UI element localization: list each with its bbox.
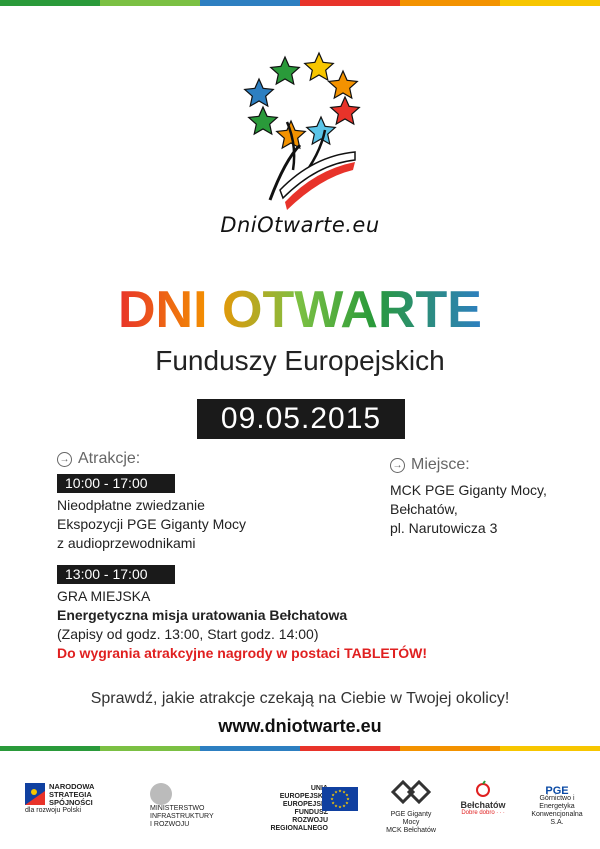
place-heading-label: Miejsce:	[411, 456, 470, 473]
eu-star	[332, 793, 335, 796]
ministry-logo	[150, 783, 214, 829]
ministry-line: I ROZWOJU	[150, 821, 190, 828]
eu-star	[343, 804, 346, 807]
eu-fund-label	[268, 785, 328, 833]
nss-line: STRATEGIA SPÓJNOŚCI	[49, 790, 93, 807]
pge-line: Górnictwo i Energetyka	[539, 795, 575, 810]
pge-giganty-mocy-logo	[383, 780, 439, 835]
nss-logo	[25, 783, 113, 815]
attraction-2-title: Energetyczna misja uratowania Bełchatowa	[57, 607, 348, 623]
eu-star	[332, 801, 335, 804]
call-to-action: Sprawdź, jakie atrakcje czekają na Ciebie w Twojej okolicy!	[90, 690, 510, 707]
event-date: 09.05.2015	[197, 399, 405, 439]
logo-star	[271, 57, 300, 84]
attractions-heading-label: Atrakcje:	[78, 450, 141, 467]
attraction-1-line: Ekspozycji PGE Giganty Mocy	[57, 516, 247, 532]
place-line: MCK PGE Giganty Mocy,	[390, 482, 547, 498]
nss-sub: dla rozwoju Polski	[25, 807, 82, 814]
pge-gm-line: MCK Bełchatów	[386, 827, 436, 834]
pge-line: Konwencjonalna S.A.	[531, 811, 583, 826]
logo-star	[329, 71, 358, 98]
pge-name: PGE	[545, 785, 569, 797]
giganty-mocy-mark-icon	[391, 780, 431, 804]
logo-star	[249, 107, 278, 134]
eu-star	[335, 804, 338, 807]
arrow-right-icon: →	[57, 452, 72, 467]
website-link[interactable]: www.dniotwarte.eu	[218, 716, 382, 736]
pge-logo	[527, 787, 587, 827]
eu-star	[347, 797, 350, 800]
arrow-right-icon: →	[390, 458, 405, 473]
time-badge-2: 13:00 - 17:00	[57, 565, 175, 584]
eu-star	[345, 801, 348, 804]
apple-icon	[474, 780, 492, 798]
ministry-line: MINISTERSTWO	[150, 805, 205, 812]
headline-text: DNI OTWARTE	[118, 283, 482, 335]
logo-star	[307, 117, 336, 144]
nss-line: NARODOWA	[49, 782, 95, 791]
attraction-1-description	[57, 496, 246, 553]
top-color-stripe	[0, 0, 600, 6]
logo-star	[305, 53, 334, 80]
headline-subtitle: Funduszy Europejskich	[155, 345, 445, 376]
logo-wordmark: DniOtwarte.eu	[220, 213, 380, 237]
attraction-2-prize: Do wygrania atrakcyjne nagrody w postaci TABLETÓW!	[57, 645, 428, 661]
ministry-line: INFRASTRUKTURY	[150, 813, 214, 820]
eu-flag-icon	[322, 787, 358, 811]
attraction-2-type: GRA MIEJSKA	[57, 588, 151, 604]
attractions-heading	[57, 450, 140, 468]
eagle-emblem-icon	[150, 783, 172, 805]
attraction-1-line: Nieodpłatne zwiedzanie	[57, 497, 205, 513]
eu-star	[335, 791, 338, 794]
nss-flag-icon	[25, 783, 45, 805]
eu-star	[345, 793, 348, 796]
attraction-1-line: z audioprzewodnikami	[57, 535, 196, 551]
attraction-2-description	[57, 587, 427, 663]
logo-star	[331, 97, 360, 124]
eu-line: ROZWOJU REGIONALNEGO	[270, 817, 328, 832]
headline-title	[0, 283, 600, 335]
place-heading	[390, 456, 470, 474]
belchatow-logo	[459, 780, 507, 817]
bottom-color-stripe	[0, 746, 600, 751]
eu-line: EUROPEJSKI FUNDUSZ	[282, 801, 328, 816]
eu-line: UNIA EUROPEJSKA	[279, 785, 328, 800]
eu-star	[339, 789, 342, 792]
belchatow-sub: Dobre dobro ∙ ∙ ∙	[461, 810, 505, 816]
place-line: pl. Narutowicza 3	[390, 520, 498, 536]
time-badge-1: 10:00 - 17:00	[57, 474, 175, 493]
pge-gm-line: PGE Giganty Mocy	[390, 811, 432, 826]
eu-star	[331, 797, 334, 800]
eu-star	[339, 805, 342, 808]
eu-star	[343, 791, 346, 794]
logo-star	[245, 79, 274, 106]
belchatow-name: Bełchatów	[460, 800, 506, 810]
attraction-2-schedule: (Zapisy od godz. 13:00, Start godz. 14:00)	[57, 626, 319, 642]
place-line: Bełchatów,	[390, 501, 458, 517]
place-address	[390, 481, 547, 538]
